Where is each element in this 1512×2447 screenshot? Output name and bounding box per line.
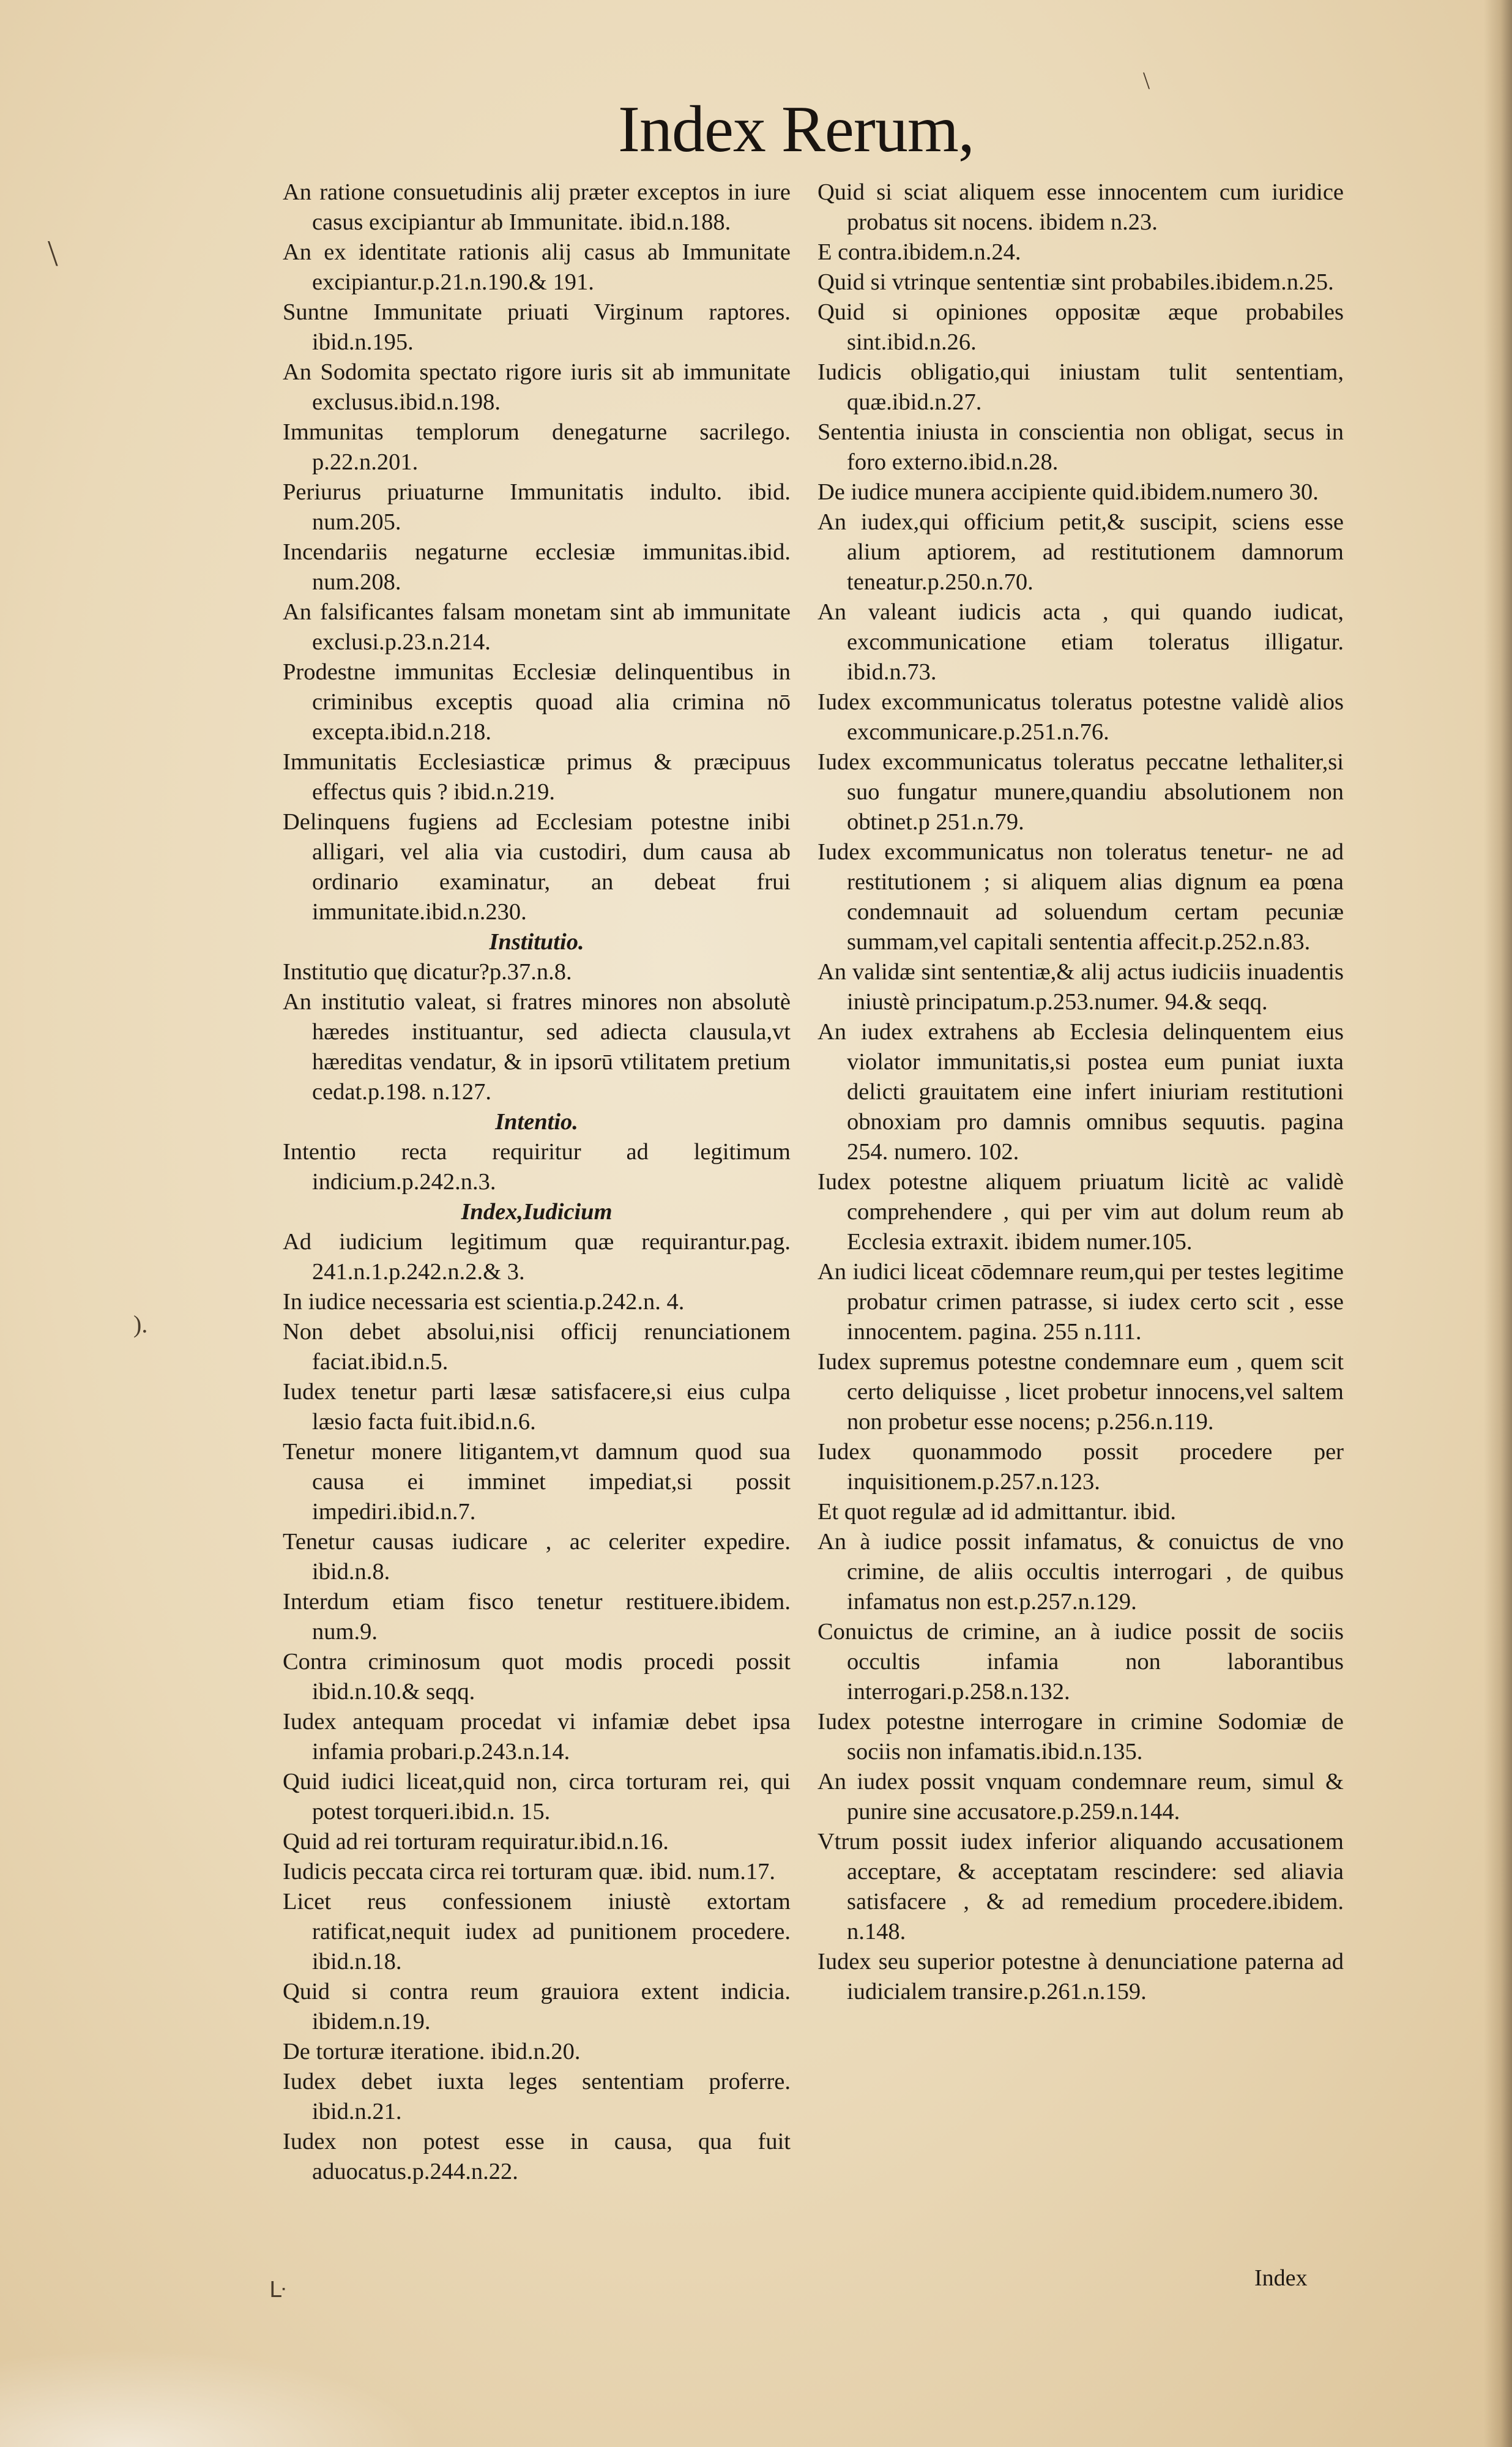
index-entry: Iudex debet iuxta leges sententiam proferre. ibid.n.21. <box>283 2069 791 2124</box>
index-entry: Ad iudicium legitimum quæ requirantur.pag. 241.n.1.p.242.n.2.& 3. <box>283 1229 791 1285</box>
right-column <box>817 177 1344 2007</box>
index-entry: Suntne Immunitate priuati Virginum raptores. ibid.n.195. <box>283 299 791 355</box>
index-entry: De iudice munera accipiente quid.ibidem.numero 30. <box>817 479 1319 505</box>
index-entry: Non debet absolui,nisi officij renunciationem faciat.ibid.n.5. <box>283 1319 791 1375</box>
margin-mark: ᒷ <box>269 2277 286 2302</box>
section-heading: Index,Iudicium <box>461 1199 613 1225</box>
index-entry: Quid si contra reum grauiora extent indicia. ibidem.n.19. <box>283 1979 791 2034</box>
index-entry: An iudex possit vnquam condemnare reum, simul & punire sine accusatore.p.259.n.144. <box>817 1769 1344 1825</box>
index-entry: Iudicis peccata circa rei torturam quæ. ibid. num.17. <box>283 1859 776 1885</box>
index-entry: Contra criminosum quot modis procedi possit ibid.n.10.& seqq. <box>283 1649 791 1705</box>
index-entry: De torturæ iteratione. ibid.n.20. <box>283 2039 581 2064</box>
left-column <box>283 177 791 2187</box>
index-entry: An ex identitate rationis alij casus ab Immunitate excipiantur.p.21.n.190.& 191. <box>283 239 791 295</box>
index-entry: Quid si vtrinque sententiæ sint probabiles.ibidem.n.25. <box>817 269 1334 295</box>
index-entry: Tenetur causas iudicare , ac celeriter expedire. ibid.n.8. <box>283 1529 791 1585</box>
index-entry: Quid ad rei torturam requiratur.ibid.n.16. <box>283 1829 669 1855</box>
index-entry: Iudex seu superior potestne à denunciatione paterna ad iudicialem transire.p.261.n.159. <box>817 1949 1344 2004</box>
index-entry: An iudex extrahens ab Ecclesia delinquentem eius violator immunitatis,si postea eum puniat iuxta delicti grauitatem eine infert iniuriam restitutioni obnoxiam pro damnis omnibus sequutis. pagina 254. numero. 102. <box>817 1019 1344 1165</box>
index-entry: Iudex non potest esse in causa, qua fuit aduocatus.p.244.n.22. <box>283 2129 791 2184</box>
index-entry: Quid si sciat aliquem esse innocentem cum iuridice probatus sit nocens. ibidem n.23. <box>817 179 1344 235</box>
index-entry: Prodestne immunitas Ecclesiæ delinquentibus in criminibus exceptis quoad alia crimina nō excepta.ibid.n.218. <box>283 659 791 745</box>
index-entry: An à iudice possit infamatus, & conuictus de vno crimine, de aliis occultis interrogari , de quibus infamatus non est.p.257.n.129. <box>817 1529 1344 1615</box>
index-entry: Delinquens fugiens ad Ecclesiam potestne inibi alligari, vel alia via custodiri, dum causa ab ordinario examinatur, an debeat frui immunitate.ibid.n.230. <box>283 809 791 925</box>
book-spine-shadow <box>1484 0 1512 2447</box>
margin-mark: ). <box>133 1310 148 1338</box>
index-entry: Iudex excommunicatus toleratus peccatne lethaliter,si suo fungatur munere,quandiu absolutionem non obtinet.p 251.n.79. <box>817 749 1344 835</box>
section-heading: Intentio. <box>495 1109 578 1135</box>
index-entry: Quid iudici liceat,quid non, circa torturam rei, qui potest torqueri.ibid.n. 15. <box>283 1769 791 1825</box>
index-entry: Licet reus confessionem iniustè extortam ratificat,nequit iudex ad punitionem procedere. ibid.n.18. <box>283 1889 791 1974</box>
index-entry: Intentio recta requiritur ad legitimum indicium.p.242.n.3. <box>283 1139 791 1195</box>
index-entry: Iudicis obligatio,qui iniustam tulit sententiam, quæ.ibid.n.27. <box>817 359 1344 415</box>
index-entry: Interdum etiam fisco tenetur restituere.ibidem. num.9. <box>283 1589 791 1645</box>
index-entry: An iudex,qui officium petit,& suscipit, sciens esse alium aptiorem, ad restitutionem damnorum teneatur.p.250.n.70. <box>817 509 1344 595</box>
index-entry: Incendariis negaturne ecclesiæ immunitas.ibid. num.208. <box>283 539 791 595</box>
index-entry: Iudex supremus potestne condemnare eum , quem scit certo deliquisse , licet probetur innocens,vel saltem non probetur esse nocens; p.256.n.119. <box>817 1349 1344 1435</box>
catchword: Index <box>1254 2265 1308 2291</box>
index-entry: Iudex potestne interrogare in crimine Sodomiæ de sociis non infamatis.ibid.n.135. <box>817 1709 1344 1765</box>
index-entry: Tenetur monere litigantem,vt damnum quod sua causa ei imminet impediat,si possit impediri.ibid.n.7. <box>283 1439 791 1525</box>
index-entry: An iudici liceat cōdemnare reum,qui per testes legitime probatur crimen patrasse, si iudex certo scit , esse innocentem. pagina. 255 n.111. <box>817 1259 1344 1345</box>
paper-stain <box>0 2349 428 2447</box>
index-entry: An institutio valeat, si fratres minores non absolutè hæredes instituantur, sed adiecta clausula,vt hæreditas vendatur, & in ipsorū vtilitatem pretium cedat.p.198. n.127. <box>283 989 791 1105</box>
index-entry: Iudex potestne aliquem priuatum licitè ac validè comprehendere , qui per vim aut dolum reum ab Ecclesia extraxit. ibidem numer.105. <box>817 1169 1344 1255</box>
index-entry: Iudex antequam procedat vi infamiæ debet ipsa infamia probari.p.243.n.14. <box>283 1709 791 1765</box>
index-entry: An falsificantes falsam monetam sint ab immunitate exclusi.p.23.n.214. <box>283 599 791 655</box>
margin-mark: \ <box>48 233 58 274</box>
section-heading: Institutio. <box>489 929 584 955</box>
index-entry: Conuictus de crimine, an à iudice possit de sociis occultis infamia non laborantibus interrogari.p.258.n.132. <box>817 1619 1344 1705</box>
index-entry: Et quot regulæ ad id admittantur. ibid. <box>817 1499 1176 1525</box>
index-entry: Iudex tenetur parti læsæ satisfacere,si eius culpa læsio facta fuit.ibid.n.6. <box>283 1379 791 1435</box>
index-entry: In iudice necessaria est scientia.p.242.n. 4. <box>283 1289 685 1315</box>
index-entry: Immunitas templorum denegaturne sacrilego. p.22.n.201. <box>283 419 791 475</box>
index-entry: Immunitatis Ecclesiasticæ primus & præcipuus effectus quis ? ibid.n.219. <box>283 749 791 805</box>
index-entry: Iudex excommunicatus toleratus potestne validè alios excommunicare.p.251.n.76. <box>817 689 1344 745</box>
margin-mark: \ <box>1143 67 1150 94</box>
index-entry: E contra.ibidem.n.24. <box>817 239 1021 265</box>
index-entry: Periurus priuaturne Immunitatis indulto. ibid. num.205. <box>283 479 791 535</box>
index-entry: Institutio quę dicatur?p.37.n.8. <box>283 959 572 985</box>
index-entry: Quid si opiniones oppositæ æque probabiles sint.ibid.n.26. <box>817 299 1344 355</box>
index-entry: An valeant iudicis acta , qui quando iudicat, excommunicatione etiam toleratus illigatur. ibid.n.73. <box>817 599 1344 685</box>
index-entry: Sententia iniusta in conscientia non obligat, secus in foro externo.ibid.n.28. <box>817 419 1344 475</box>
page-title: Index Rerum, <box>618 93 974 166</box>
index-entry: Vtrum possit iudex inferior aliquando accusationem acceptare, & acceptatam rescindere: sed aliavia satisfacere , & ad remedium procedere.ibidem. n.148. <box>817 1829 1344 1945</box>
index-entry: Iudex quonammodo possit procedere per inquisitionem.p.257.n.123. <box>817 1439 1344 1495</box>
index-entry: Iudex excommunicatus non toleratus tenetur- ne ad restitutionem ; si aliquem alias dignum ea pœna condemnauit ad soluendum certam pecuniæ summam,vel capitali sententia affecit.p.252.n.83. <box>817 839 1344 955</box>
index-entry: An Sodomita spectato rigore iuris sit ab immunitate exclusus.ibid.n.198. <box>283 359 791 415</box>
index-entry: An validæ sint sententiæ,& alij actus iudiciis inuadentis iniustè principatum.p.253.numer. 94.& seqq. <box>817 959 1344 1015</box>
index-entry: An ratione consuetudinis alij præter exceptos in iure casus excipiantur ab Immunitate. ibid.n.188. <box>283 179 791 235</box>
